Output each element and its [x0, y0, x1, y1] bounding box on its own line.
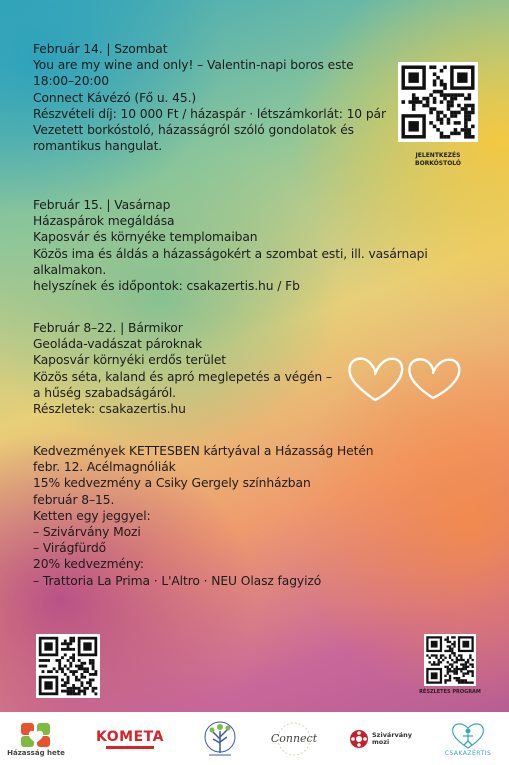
event-line: – Szivárvány Mozi	[33, 525, 141, 540]
event-line: 20% kedvezmény:	[33, 557, 144, 572]
event-line: Február 14. | Szombat	[33, 42, 168, 56]
hazassag-hete-logo-icon	[19, 721, 53, 749]
event-line: romantikus hangulat.	[33, 139, 163, 154]
qr-label-program: RÉSZLETES PROGRAM	[419, 689, 481, 695]
kometa-wordmark: KOMETA	[96, 728, 164, 745]
qr-code-icon	[398, 62, 478, 142]
event-line: Február 8–22. | Bármikor	[33, 321, 183, 335]
logo-kometa	[98, 712, 162, 765]
logo-hazassag-hete: Házasság hete	[6, 712, 66, 765]
event-line: helyszínek és időpontok: csakazertis.hu / Fb	[33, 279, 300, 294]
event-line: Február 15. | Vasárnap	[33, 198, 171, 212]
szivarvany-wordmark: Szivárvány mozi	[372, 730, 413, 746]
event-line: Geoláda-vadászat pároknak	[33, 337, 203, 352]
logo-tree	[192, 712, 248, 765]
kometa-underline	[106, 746, 154, 749]
event-line: Kedvezmények KETTESBEN kártyával a Házasság Hetén	[33, 444, 374, 458]
sponsor-footer	[0, 712, 509, 765]
event-line: febr. 12. Acélmagnóliák	[33, 460, 176, 475]
event-line: Részvételi díj: 10 000 Ft / házaspár · létszámkorlát: 10 pár	[33, 106, 386, 121]
event-line: Közös séta, kaland és apró meglepetés a végén –	[33, 369, 332, 384]
logo-szivarvany-mozi	[344, 712, 416, 765]
connect-wordmark: Connect	[270, 732, 318, 745]
csakazertis-family-icon	[448, 720, 488, 750]
film-reel-icon	[348, 728, 370, 750]
tree-logo-icon	[201, 719, 239, 759]
qr-code-bottom-left[interactable]	[36, 634, 100, 698]
event-line: 18:00–20:00	[33, 74, 109, 89]
event-line: – Virágfürdő	[33, 541, 107, 556]
qr-label-wine: JELENTKEZÉS BORKÓSTOLÓ	[415, 152, 461, 167]
event-line: Házaspárok megáldása	[33, 214, 175, 229]
qr-code-detailed-program[interactable]	[424, 634, 476, 686]
qr-code-wine-registration[interactable]	[398, 62, 478, 142]
event-blessing	[33, 197, 428, 294]
event-line: – Trattoria La Prima · L'Altro · NEU Olasz fagyizó	[33, 573, 322, 588]
event-line: Részletek: csakazertis.hu	[33, 402, 186, 417]
logo-csakazertis: CSAKAZÉRTIS	[432, 712, 504, 765]
logo-connect	[262, 712, 326, 765]
qr-code-icon	[424, 634, 476, 686]
event-line: alkalmakon.	[33, 262, 107, 277]
event-line: 15% kedvezmény a Csiky Gergely színházban	[33, 476, 311, 491]
event-line: Közös ima és áldás a házasságokért a szombat esti, ill. vasárnapi	[33, 246, 428, 261]
discounts-section	[33, 443, 374, 589]
event-line: február 8–15.	[33, 492, 115, 507]
event-line: Kaposvár környéki erdős terület	[33, 353, 227, 368]
event-line: Connect Kávézó (Fő u. 45.)	[33, 90, 197, 105]
qr-code-icon	[36, 634, 100, 698]
event-geocaching	[33, 320, 332, 417]
event-line: Vezetett borkóstoló, házasságról szóló gondolatok és	[33, 123, 354, 138]
event-valentine-wine	[33, 41, 386, 154]
event-line: You are my wine and only! – Valentin-napi boros este	[33, 58, 354, 73]
event-line: Kaposvár és környéke templomaiban	[33, 230, 258, 245]
event-line: a hűség szabadságáról.	[33, 385, 176, 400]
hearts-decoration-icon	[345, 352, 465, 408]
event-line: Ketten egy jeggyel:	[33, 508, 151, 523]
